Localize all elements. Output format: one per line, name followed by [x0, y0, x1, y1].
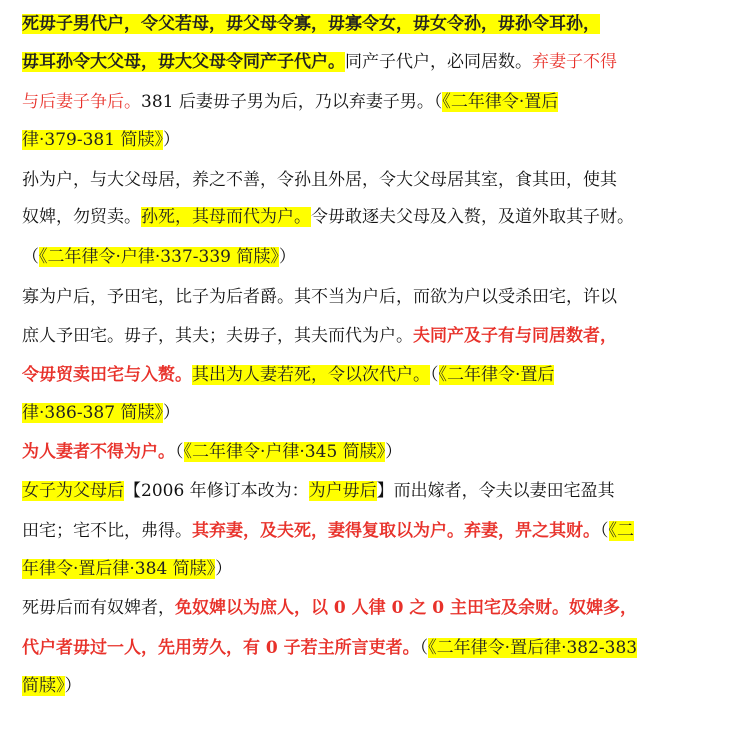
text-segment: 《二年律令·置后 [438, 365, 555, 385]
text-segment: 年律令·置后律·384 简牍》 [22, 559, 216, 579]
text-segment: 为人妻者不得为户。 [22, 442, 175, 462]
text-segment: 代户者毋过一人，先用劳久，有 0 子若主所言吏者。 [22, 638, 420, 658]
text-segment: ） [215, 559, 233, 579]
text-segment: 令毋敢逐夫父母及入赘，及道外取其子财。 [311, 207, 634, 227]
text-segment: 女子为父母后 [22, 481, 124, 501]
text-line [22, 434, 402, 470]
text-segment: ） [278, 247, 296, 267]
text-segment: 【2006 年修订本改为： [124, 481, 309, 501]
text-line [22, 551, 232, 587]
text-segment: 简牍》 [22, 676, 65, 696]
text-segment: （ [430, 365, 439, 385]
text-segment: 《二年律令·置后律·382-383 [428, 638, 638, 658]
text-segment: 令毋贸卖田宅与入赘。 [22, 365, 192, 385]
text-line [22, 473, 615, 509]
text-line [22, 279, 617, 315]
text-segment: 弃妻子不得 [532, 52, 617, 72]
text-segment: 《二年律令·户律·345 简牍》 [183, 442, 386, 462]
text-segment: 为户毋后 [308, 481, 377, 501]
text-line [22, 357, 554, 393]
text-segment: ） [64, 676, 82, 696]
text-segment: 《二年律令·户律·337-339 简牍》 [39, 247, 279, 267]
text-segment: 田宅；宅不比，弗得。 [22, 521, 192, 541]
text-segment: 夫同产及子有与同居数者， [413, 326, 617, 346]
text-segment: （ [600, 521, 609, 541]
text-line [22, 6, 600, 42]
text-segment: 其出为人妻若死，令以次代户。 [192, 365, 430, 385]
text-line [22, 513, 634, 549]
text-segment: 庶人予田宅。毋子，其夫；夫毋子，其夫而代为户。 [22, 326, 413, 346]
text-segment: 其弃妻，及夫死，妻得复取以为户。弃妻，畀之其财。 [192, 521, 600, 541]
text-line [22, 162, 617, 198]
text-segment: ） [162, 130, 180, 150]
text-segment: 律·379-381 简牍》 [22, 130, 163, 150]
text-line [22, 318, 617, 354]
text-line [22, 122, 180, 158]
text-segment: 孙为户，与大父母居，养之不善，令孙且外居，令大父母居其室，食其田，使其 [22, 170, 617, 190]
text-line [22, 630, 637, 666]
text-line [22, 84, 558, 120]
text-segment: （ [22, 247, 39, 267]
text-line [22, 199, 634, 235]
text-line [22, 395, 180, 431]
text-segment: 与后妻子争后。 [22, 92, 141, 112]
text-segment: 死毋子男代户，令父若母，毋父母令寡，毋寡令女，毋女令孙，毋孙令耳孙， [22, 14, 600, 34]
text-segment: 寡为户后，予田宅，比子为后者爵。其不当为户后，而欲为户以受杀田宅，许以 [22, 287, 617, 307]
text-line [22, 590, 637, 626]
text-segment: ） [162, 403, 180, 423]
text-segment: 同产子代户，必同居数。 [345, 52, 532, 72]
text-segment: 毋耳孙令大父母，毋大父母令同产子代户。 [22, 52, 345, 72]
text-segment: （ [419, 638, 429, 658]
text-segment: 奴婢，勿贸卖。 [22, 207, 141, 227]
text-line [22, 668, 82, 704]
text-segment: 死毋后而有奴婢者， [22, 598, 175, 618]
text-line [22, 239, 296, 275]
text-segment: ） [385, 442, 403, 462]
text-line [22, 44, 617, 80]
text-segment: 《二年律令·置后 [442, 92, 559, 112]
text-segment: 《二 [608, 521, 634, 541]
text-segment: （ [175, 442, 184, 462]
text-segment: 】而出嫁者，令夫以妻田宅盈其 [376, 481, 615, 501]
text-segment: 律·386-387 简牍》 [22, 403, 163, 423]
text-segment: 孙死，其母而代为户。 [141, 207, 311, 227]
text-segment: 免奴婢以为庶人，以 0 人律 0 之 0 主田宅及余财。奴婢多， [175, 598, 637, 618]
text-segment: 381 后妻毋子男为后，乃以弃妻子男。（ [141, 92, 443, 112]
